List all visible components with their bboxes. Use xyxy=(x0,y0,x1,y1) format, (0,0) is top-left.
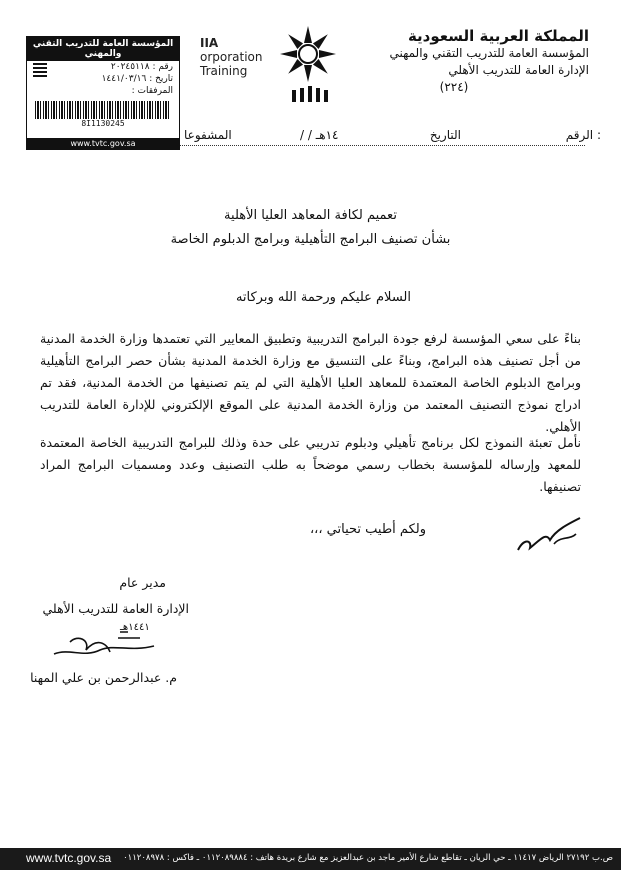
stamp-qr-icon xyxy=(33,61,47,77)
title-line-2: بشأن تصنيف البرامج التأهيلية وبرامج الدبلوم الخاصة xyxy=(170,232,451,247)
ref-date-label: التاريخ xyxy=(429,128,461,142)
handwritten-initials-icon xyxy=(510,510,590,560)
kingdom-name: المملكة العربية السعودية xyxy=(407,27,589,45)
registration-stamp xyxy=(26,36,180,150)
en-line-3: Training xyxy=(200,64,248,78)
barcode-text: 8I1130245 xyxy=(81,119,125,128)
tvtc-logo-icon xyxy=(270,18,346,104)
greeting: السلام عليكم ورحمة الله وبركاته xyxy=(235,290,411,305)
signature-scribble-icon xyxy=(50,618,160,666)
department-code: (٢٢٤) xyxy=(439,80,469,94)
document-title xyxy=(120,204,501,252)
body-paragraph-1: بناءً على سعي المؤسسة لرفع جودة البرامج التدريبية وتطبيق المعايير التي تعتمدها وزارة الخدمة المدنية من أجل تصنيف هذه البرامج، وبناءً على التنسيق مع وزارة الخدمة المدنية بشأن حصر البرامج التأهيلية وبرامج الدبلوم الخاصة المعتمدة للمعاهد العليا الأهلية التي لم يتم تصنيفها من الخدمة المدنية، فقد تم ادراج نموذج التصنيف المعتمد من وزارة الخدمة المدنية على الموقع الإلكتروني للإدارة العامة للتدريب الأهلي. xyxy=(40,331,581,434)
signatory-department: الإدارة العامة للتدريب الأهلي xyxy=(42,601,189,616)
org-header-arabic xyxy=(379,28,589,96)
footer-address: ص.ب ٢٧١٩٢ الرياض ١١٤١٧ ـ حي الريان ـ تقاطع شارع الأمير ماجد بن عبدالعزيز مع شارع بريدة هاتف : ٠١١٢٠٨٩٨٨٤ ـ فاكس : ٠١١٢٠٨٩٧٨ xyxy=(123,853,613,863)
stamp-date-label: تاريخ : xyxy=(149,74,173,84)
reference-line xyxy=(180,128,601,144)
en-line-1: IIA xyxy=(200,36,219,50)
ref-attachments-label: المشفوعا xyxy=(184,128,232,142)
stamp-date-value: ١٤٤١/٠٣/١٦ xyxy=(101,74,147,84)
barcode xyxy=(35,101,171,119)
body-paragraph-2: نأمل تعبئة النموذج لكل برنامج تأهيلي ودبلوم تدريبي على حدة وذلك للبرامج التدريبية الخاصة المعتمدة للمعهد وإرساله للمؤسسة بخطاب رسمي موضحاً به طلب التصنيف وعدد ومسميات البرامج المراد تصنيفها. xyxy=(40,435,581,494)
stamp-ref-row xyxy=(27,61,179,73)
reference-divider xyxy=(180,145,585,146)
org-name: المؤسسة العامة للتدريب التقني والمهني xyxy=(389,46,589,60)
stamp-header: المؤسسة العامة للتدريب التقني والمهني xyxy=(27,37,179,61)
title-line-1: تعميم لكافة المعاهد العليا الأهلية xyxy=(224,208,397,223)
stamp-ref-value: ٢٠٢٤٥١١٨ xyxy=(110,62,150,72)
stamp-website: www.tvtc.gov.sa xyxy=(27,138,179,149)
stamp-attach-label: المرفقات : xyxy=(131,86,173,96)
ref-hijri: / / ١٤هـ xyxy=(300,128,339,142)
footer-bar xyxy=(0,848,621,870)
signatory-title: مدير عام xyxy=(119,575,166,590)
department-name: الإدارة العامة للتدريب الأهلي xyxy=(448,63,589,77)
stamp-attach-row xyxy=(27,85,179,97)
closing: ولكم أطيب تحياتي ،،، xyxy=(309,522,426,537)
org-header-english xyxy=(200,36,263,78)
handwritten-date: ١٤٤١هـ xyxy=(120,622,150,633)
en-line-2: orporation xyxy=(200,50,263,64)
signatory-name: م. عبدالرحمن بن علي المهنا xyxy=(30,670,177,685)
stamp-date-row xyxy=(27,73,179,85)
stamp-ref-label: رقم : xyxy=(152,62,173,72)
footer-website: www.tvtc.gov.sa xyxy=(26,851,112,865)
ref-number-label: الرقم : xyxy=(565,128,601,142)
